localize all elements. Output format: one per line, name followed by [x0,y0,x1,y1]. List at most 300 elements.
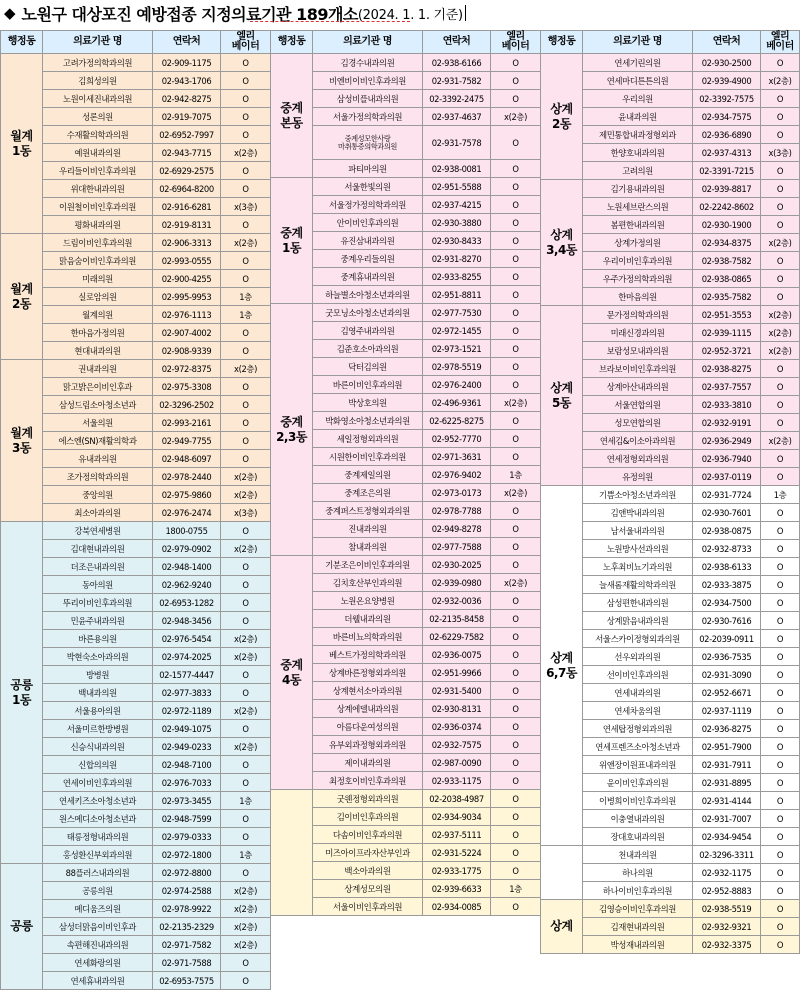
clinic-table [0,30,271,990]
phone-cell: 02-948-1400 [153,558,221,576]
elevator-cell: O [491,664,541,682]
phone-cell: 02-937-4313 [693,144,761,162]
elevator-cell: O [491,502,541,520]
elevator-cell: O [491,862,541,880]
phone-cell: 02-933-1175 [423,772,491,790]
phone-cell: 02-951-7900 [693,738,761,756]
clinic-name-cell: 맑고밝은이비인후과 [43,378,153,396]
phone-cell: 02-931-4144 [693,792,761,810]
phone-cell: 02-937-1119 [693,702,761,720]
elevator-cell: O [221,54,271,72]
elevator-cell: O [221,684,271,702]
table-column-2 [270,30,541,916]
phone-cell: 02-972-1189 [153,702,221,720]
elevator-cell: x(2층) [761,72,800,90]
elevator-cell: O [221,72,271,90]
table-column-1 [0,30,271,990]
clinic-name-cell: 중계퍼스트정형외과의원 [313,502,423,520]
clinic-name-cell: 신합의의원 [43,756,153,774]
clinic-name-cell: 김치호산부인과의원 [313,574,423,592]
elevator-cell: O [221,774,271,792]
dong-cell: 상계 3,4동 [541,180,583,306]
phone-cell: 02-6929-2575 [153,162,221,180]
elevator-cell: O [761,180,800,198]
clinic-name-cell: 연세탑정형외과의원 [583,720,693,738]
phone-cell: 02-993-0555 [153,252,221,270]
dong-cell: 공릉 1동 [1,522,43,864]
elevator-cell: x(2층) [221,900,271,918]
phone-cell: 02-3392-2475 [423,90,491,108]
phone-cell: 02-976-7033 [153,774,221,792]
elevator-cell: O [491,538,541,556]
phone-cell: 02-972-8375 [153,360,221,378]
clinic-name-cell: 동아의원 [43,576,153,594]
elevator-cell: O [221,558,271,576]
clinic-name-cell: 우리들이비인후과의원 [43,162,153,180]
clinic-name-cell: 서울의원 [43,414,153,432]
clinic-name-cell: 서울용아의원 [43,702,153,720]
elevator-cell: O [761,882,800,900]
phone-cell: 02-900-4255 [153,270,221,288]
phone-cell: 02-974-2025 [153,648,221,666]
elevator-cell: O [221,90,271,108]
elevator-cell: O [761,846,800,864]
elevator-cell: O [761,522,800,540]
phone-cell: 02-977-7530 [423,304,491,322]
elevator-cell: O [221,414,271,432]
elevator-cell: O [761,450,800,468]
text-cursor-icon [465,5,466,21]
phone-cell: 02-973-0173 [423,484,491,502]
header-elevator: 엘리 베이터 [221,31,271,54]
table-row [1,234,271,252]
diamond-bullet-icon: ◆ [4,4,16,22]
dong-cell: 중계 2,3동 [271,304,313,556]
elevator-cell: O [761,198,800,216]
header-row [541,31,800,54]
elevator-cell: O [761,720,800,738]
phone-cell: 02-978-9922 [153,900,221,918]
clinic-name-cell: 하늘별소아청소년과의원 [313,286,423,304]
phone-cell: 02-937-5111 [423,826,491,844]
phone-cell: 02-2038-4987 [423,790,491,808]
phone-cell: 02-936-7535 [693,648,761,666]
clinic-name-cell: 박화영소아청소년과의원 [313,412,423,430]
clinic-name-cell: 강북연세병원 [43,522,153,540]
elevator-cell: O [761,540,800,558]
dong-cell: 월계 2동 [1,234,43,360]
clinic-name-cell: 세일정형외과의원 [313,430,423,448]
elevator-cell: O [491,808,541,826]
table-row [541,180,800,198]
phone-cell: 02-973-1521 [423,340,491,358]
phone-cell: 02-932-0036 [423,592,491,610]
clinic-name-cell: 보람성모내과의원 [583,342,693,360]
phone-cell: 02-951-3553 [693,306,761,324]
clinic-name-cell: 김대현내과의원 [43,540,153,558]
table-row [271,304,541,322]
elevator-cell: O [491,72,541,90]
phone-cell: 02-931-7582 [423,72,491,90]
clinic-name-cell: 다솜이비인후과의원 [313,826,423,844]
elevator-cell: x(2층) [761,306,800,324]
phone-cell: 02-938-0081 [423,160,491,178]
clinic-name-cell: 안이비인후과의원 [313,214,423,232]
elevator-cell: O [491,736,541,754]
clinic-name-cell: 삼성편한내과의원 [583,594,693,612]
clinic-name-cell: 닥터김의원 [313,358,423,376]
elevator-cell: O [491,718,541,736]
clinic-name-cell: 참내과의원 [313,538,423,556]
phone-cell: 02-936-6890 [693,126,761,144]
phone-cell: 02-976-9402 [423,466,491,484]
clinic-name-cell: 상계맑음내과의원 [583,612,693,630]
elevator-cell: O [221,108,271,126]
table-row [271,54,541,72]
elevator-cell: 1층 [221,846,271,864]
phone-cell: 02-995-9953 [153,288,221,306]
clinic-name-cell: 중계우리들의원 [313,250,423,268]
header-row [1,31,271,54]
dong-cell: 월계 3동 [1,360,43,522]
phone-cell: 02-932-1175 [693,864,761,882]
elevator-cell: O [761,108,800,126]
elevator-cell: x(2층) [221,486,271,504]
clinic-name-cell: 연세차움의원 [583,702,693,720]
clinic-name-cell: 상계바른정형외과의원 [313,664,423,682]
phone-cell: 02-939-4900 [693,72,761,90]
phone-cell: 02-934-9034 [423,808,491,826]
phone-cell: 02-949-0233 [153,738,221,756]
clinic-name-cell: 박상호의원 [313,394,423,412]
phone-cell: 02-943-7715 [153,144,221,162]
elevator-cell: O [761,774,800,792]
phone-cell: 02-948-6097 [153,450,221,468]
clinic-name-cell: 서울한빛의원 [313,178,423,196]
header-dong: 행정동 [271,31,313,54]
table-row [541,54,800,72]
phone-cell: 02-2135-8458 [423,610,491,628]
phone-cell: 02-934-7500 [693,594,761,612]
elevator-cell: O [761,648,800,666]
title-main: 노원구 대상포진 예방접종 지정의료기관 189개소 [21,4,358,24]
phone-cell: 02-938-0865 [693,270,761,288]
phone-cell: 02-938-0875 [693,522,761,540]
clinic-name-cell: 비엔비이비인후과의원 [313,72,423,90]
header-clinic-name: 의료기관 명 [43,31,153,54]
clinic-name-cell: 삼성비플내과의원 [313,90,423,108]
clinic-name-cell: 노원방사선과의원 [583,540,693,558]
phone-cell: 02-930-8131 [423,700,491,718]
elevator-cell: O [491,250,541,268]
phone-cell: 02-976-5454 [153,630,221,648]
phone-cell: 02-951-5588 [423,178,491,196]
header-phone: 연락처 [153,31,221,54]
header-phone: 연락처 [693,31,761,54]
elevator-cell: O [221,396,271,414]
phone-cell: 02-919-7075 [153,108,221,126]
elevator-cell: O [491,682,541,700]
elevator-cell: O [491,340,541,358]
clinic-name-cell: 우리의원 [583,90,693,108]
elevator-cell: O [761,666,800,684]
elevator-cell: O [491,898,541,916]
elevator-cell: 1층 [491,880,541,898]
title-date: (2024. 1. 1. 기준) [357,7,463,23]
elevator-cell: O [491,520,541,538]
elevator-cell: x(2층) [761,432,800,450]
elevator-cell: O [761,126,800,144]
elevator-cell: x(3층) [221,504,271,522]
phone-cell: 02-951-8811 [423,286,491,304]
phone-cell: 02-993-2161 [153,414,221,432]
clinic-name-cell: 서울가정의학과의원 [313,108,423,126]
phone-cell: 02-931-5400 [423,682,491,700]
elevator-cell: x(2층) [221,702,271,720]
clinic-name-cell: 홍성환신부외과의원 [43,846,153,864]
phone-cell: 02-932-7575 [423,736,491,754]
header-dong: 행정동 [1,31,43,54]
phone-cell: 02-976-1113 [153,306,221,324]
elevator-cell: O [761,702,800,720]
elevator-cell: O [491,412,541,430]
elevator-cell: x(2층) [761,234,800,252]
elevator-cell: O [221,810,271,828]
clinic-name-cell: 메디움즈의원 [43,900,153,918]
clinic-name-cell: 연세화랑의원 [43,954,153,972]
clinic-name-cell: 고려가정의학과의원 [43,54,153,72]
phone-cell: 02-939-0980 [423,574,491,592]
clinic-name-cell: 연세키즈소아청소년과 [43,792,153,810]
clinic-name-cell: 박현숙소아과의원 [43,648,153,666]
clinic-name-cell: 연세마디튼튼의원 [583,72,693,90]
clinic-name-cell: 방병원 [43,666,153,684]
phone-cell: 02-979-0902 [153,540,221,558]
phone-cell: 02-938-5519 [693,900,761,918]
clinic-name-cell: 진내과의원 [313,520,423,538]
elevator-cell: O [761,54,800,72]
phone-cell: 02-933-8255 [423,268,491,286]
phone-cell: 02-930-7601 [693,504,761,522]
header-elevator: 엘리 베이터 [491,31,541,54]
phone-cell: 02-933-3810 [693,396,761,414]
elevator-cell: O [491,754,541,772]
clinic-name-cell: 유정의원 [583,468,693,486]
elevator-cell: O [491,772,541,790]
phone-cell: 02-976-2474 [153,504,221,522]
phone-cell: 02-934-9454 [693,828,761,846]
clinic-name-cell: 드림이비인후과의원 [43,234,153,252]
clinic-name-cell: 김앤박내과의원 [583,504,693,522]
clinic-name-cell: 연세기린의원 [583,54,693,72]
clinic-name-cell: 중앙의원 [43,486,153,504]
clinic-name-cell: 연세내과의원 [583,684,693,702]
clinic-name-cell: 속편해진내과의원 [43,936,153,954]
elevator-cell: O [761,594,800,612]
phone-cell: 1800-0755 [153,522,221,540]
phone-cell: 02-975-3308 [153,378,221,396]
phone-cell: 02-948-7599 [153,810,221,828]
elevator-cell: O [761,162,800,180]
table-row [541,900,800,918]
clinic-name-cell: 미즈아이프라자산부인과 [313,844,423,862]
clinic-name-cell: 윤내과의원 [583,108,693,126]
header-dong: 행정동 [541,31,583,54]
elevator-cell: O [761,756,800,774]
clinic-name-cell: 88플러스내과의원 [43,864,153,882]
phone-cell: 02-948-7100 [153,756,221,774]
clinic-name-cell: 원스메디소아청소년과 [43,810,153,828]
elevator-cell: O [761,504,800,522]
phone-cell: 02-3296-3311 [693,846,761,864]
elevator-cell: O [221,180,271,198]
clinic-name-cell: 우리이비인후과의원 [583,252,693,270]
phone-cell: 02-909-1175 [153,54,221,72]
elevator-cell: O [221,756,271,774]
clinic-name-cell: 권내과의원 [43,360,153,378]
clinic-name-cell: 천내과의원 [583,846,693,864]
phone-cell: 02-908-9339 [153,342,221,360]
elevator-cell: 1층 [491,466,541,484]
clinic-name-cell: 백소아과의원 [313,862,423,880]
phone-cell: 02-952-6671 [693,684,761,702]
phone-cell: 02-976-2400 [423,376,491,394]
phone-cell: 02-979-0333 [153,828,221,846]
clinic-name-cell: 굿모닝소아청소년과의원 [313,304,423,322]
phone-cell: 02-6953-7575 [153,972,221,990]
clinic-name-cell: 실로암의원 [43,288,153,306]
elevator-cell: O [761,252,800,270]
elevator-cell: O [491,628,541,646]
table-row [271,178,541,196]
phone-cell: 02-933-1775 [423,862,491,880]
dong-cell: 상계 5동 [541,306,583,486]
clinic-name-cell: 상계현서소아과의원 [313,682,423,700]
phone-cell: 02-948-3456 [153,612,221,630]
phone-cell: 02-930-8433 [423,232,491,250]
clinic-name-cell: 노원세브란스의원 [583,198,693,216]
phone-cell: 02-952-7770 [423,430,491,448]
clinic-name-cell: 연세프렌즈소아청소년과 [583,738,693,756]
elevator-cell: x(2층) [221,882,271,900]
elevator-cell: O [491,232,541,250]
elevator-cell: O [221,828,271,846]
elevator-cell: O [761,378,800,396]
phone-cell: 02-931-8270 [423,250,491,268]
elevator-cell: x(2층) [221,144,271,162]
elevator-cell: O [491,430,541,448]
clinic-name-cell: 늘새롬재활의학과의원 [583,576,693,594]
clinic-name-cell: 김영승이비인후과의원 [583,900,693,918]
table-row [271,556,541,574]
elevator-cell: O [491,178,541,196]
phone-cell: 02-978-5519 [423,358,491,376]
phone-cell: 02-932-9321 [693,918,761,936]
phone-cell: 02-930-2500 [693,54,761,72]
clinic-name-cell: 기분조은이비인후과의원 [313,556,423,574]
phone-cell: 02-931-3090 [693,666,761,684]
elevator-cell: O [491,376,541,394]
clinic-name-cell: 시원한이비인후과의원 [313,448,423,466]
clinic-name-cell: 연세휴내과의원 [43,972,153,990]
clinic-name-cell: 한양호내과의원 [583,144,693,162]
clinic-name-cell: 위대한내과의원 [43,180,153,198]
table-column-3 [540,30,800,954]
clinic-name-cell: 김희성의원 [43,72,153,90]
clinic-name-cell: 하나이비인후과의원 [583,882,693,900]
elevator-cell: O [761,612,800,630]
clinic-name-cell: 서울이비인후과의원 [313,898,423,916]
elevator-cell: O [221,954,271,972]
clinic-name-cell: 김이비인후과의원 [313,808,423,826]
elevator-cell: O [761,360,800,378]
phone-cell: 02-978-2440 [153,468,221,486]
elevator-cell: O [491,700,541,718]
elevator-cell: O [761,828,800,846]
clinic-name-cell: 태릉정형내과의원 [43,828,153,846]
clinic-name-cell: 유진삼내과의원 [313,232,423,250]
clinic-name-cell: 연세김&이소아과의원 [583,432,693,450]
clinic-name-cell: 고려의원 [583,162,693,180]
phone-cell: 02-930-7616 [693,612,761,630]
clinic-name-cell: 우주가정의학과의원 [583,270,693,288]
elevator-cell: O [221,378,271,396]
clinic-table [540,30,800,954]
phone-cell: 02-934-0085 [423,898,491,916]
elevator-cell: O [491,196,541,214]
clinic-name-cell: 노원온요양병원 [313,592,423,610]
elevator-cell: O [491,286,541,304]
table-row [1,864,271,882]
clinic-name-cell: 더웰내과의원 [313,610,423,628]
clinic-name-cell: 최정호이비인후과의원 [313,772,423,790]
clinic-name-cell: 하나의원 [583,864,693,882]
clinic-name-cell: 평화내과의원 [43,216,153,234]
clinic-name-cell: 서울연합의원 [583,396,693,414]
elevator-cell: x(2층) [221,648,271,666]
clinic-name-cell: 신승식내과의원 [43,738,153,756]
elevator-cell: x(3층) [221,198,271,216]
clinic-name-cell: 봄편한내과의원 [583,216,693,234]
clinic-name-cell: 공릉의원 [43,882,153,900]
phone-cell: 02-931-5224 [423,844,491,862]
table-row [271,790,541,808]
elevator-cell: x(2층) [491,574,541,592]
elevator-cell: O [491,610,541,628]
phone-cell: 02-977-3833 [153,684,221,702]
header-elevator: 엘리 베이터 [761,31,800,54]
clinic-name-cell: 베스트가정의학과의원 [313,646,423,664]
phone-cell: 02-973-3455 [153,792,221,810]
clinic-name-cell: 바른이비인후과의원 [313,376,423,394]
phone-cell: 02-6952-7997 [153,126,221,144]
clinic-name-cell: 현대내과의원 [43,342,153,360]
table-row [541,306,800,324]
phone-cell: 02-1577-4447 [153,666,221,684]
clinic-name-cell: 바른비뇨의학과의원 [313,628,423,646]
clinic-name-cell: 한마음가정의원 [43,324,153,342]
dong-cell [541,846,583,900]
elevator-cell: x(2층) [221,360,271,378]
phone-cell: 02-949-8278 [423,520,491,538]
phone-cell: 02-6953-1282 [153,594,221,612]
phone-cell: 02-931-8895 [693,774,761,792]
clinic-name-cell: 뚜리이비인후과의원 [43,594,153,612]
phone-cell: 02-3391-7215 [693,162,761,180]
phone-cell: 02-937-0119 [693,468,761,486]
elevator-cell: O [221,864,271,882]
phone-cell: 02-906-3313 [153,234,221,252]
